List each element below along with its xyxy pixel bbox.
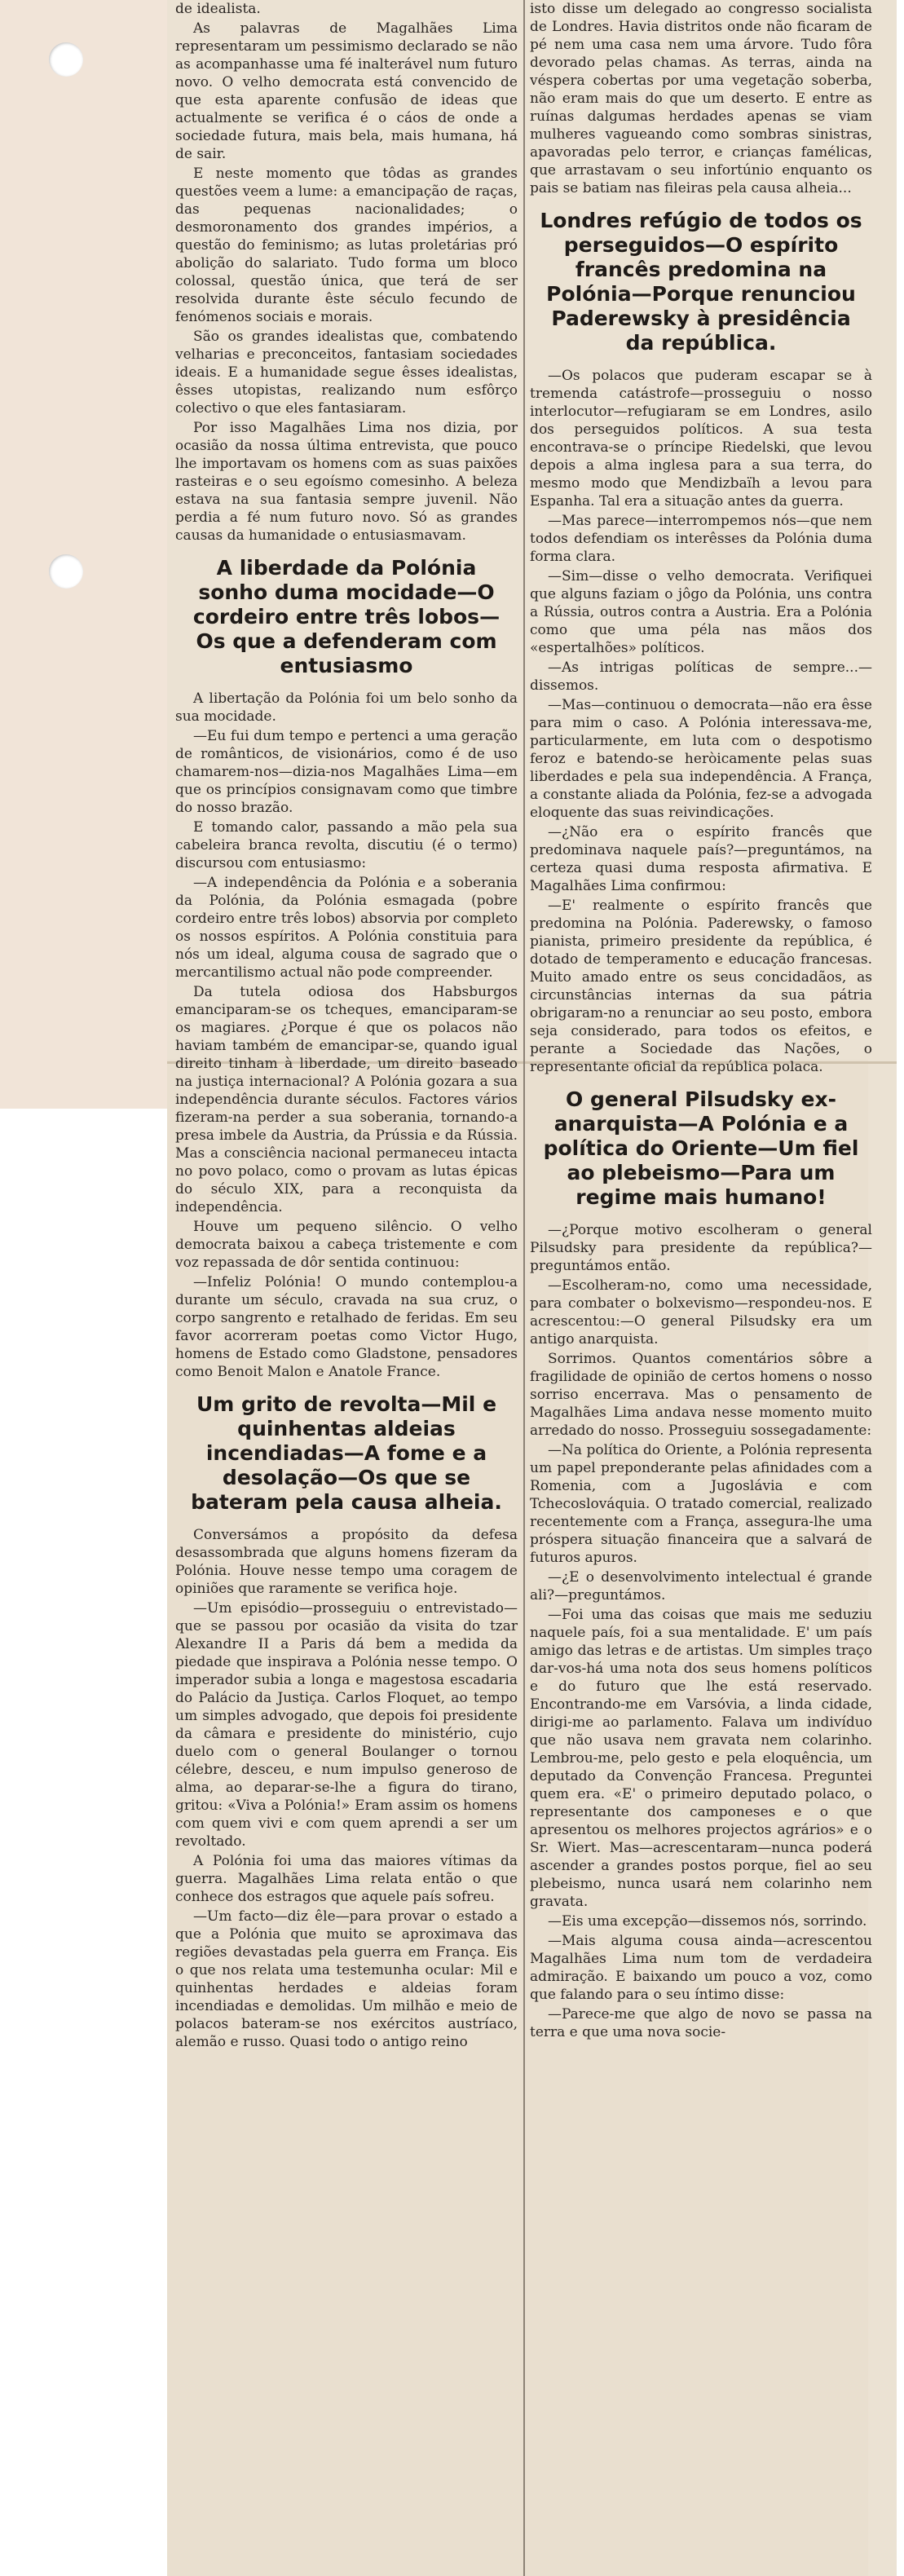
punch-hole-middle (49, 554, 83, 589)
paragraph: E neste momento que tôdas as grandes questões veem a lume: a emancipação de raças, das pequenas nacionalidades; o desmoronamento dos grandes impérios, a questão do feminismo; as lutas proletárias pró abolição do salariato. Tudo forma um bloco colossal, questão única, que terá de ser resolvida durante êste século fecundo de fenómenos sociais e morais. (175, 165, 518, 325)
article-column-right (530, 0, 872, 2576)
paragraph: E tomando calor, passando a mão pela sua cabeleira branca revolta, discutiu (é o termo) discursou com entusiasmo: (175, 819, 518, 871)
paragraph: Houve um pequeno silêncio. O velho democrata baixou a cabeça tristemente e com voz repassada de dôr sentida continuou: (175, 1219, 518, 1271)
paragraph: Conversámos a propósito da defesa desassombrada que alguns homens fizeram da Polónia. Houve nesse tempo uma coragem de opiniões que raramente se verifica hoje. (175, 1527, 518, 1597)
paragraph: São os grandes idealistas que, combatendo velharias e preconceitos, fantasiam sociedades ideais. E a humanidade segue êsses idealistas, êsses utopistas, realizando num esfôrço colectivo o que eles fantasiaram. (175, 329, 518, 417)
paragraph: —Infeliz Polónia! O mundo contemplou-a durante um século, cravada na sua cruz, o corpo sangrento e retalhado de feridas. Em seu favor acorreram poetas como Victor Hugo, homens de Estado como Gladstone, pensadores como Benoit Malon e Anatole France. (175, 1274, 518, 1380)
section-heading-london-refuge: Londres refúgio de todos os perseguidos—O espírito francês predomina na Polónia—Porque renunciou Paderewsky à presidência da república. (540, 209, 862, 355)
paragraph: —¿E o desenvolvimento intelectual é grande ali?—preguntámos. (530, 1569, 872, 1603)
paragraph: —Os polacos que puderam escapar se à tremenda catástrofe—prosseguiu o nosso interlocutor—refugiaram se em Londres, asilo dos perseguidos políticos. A sua testa encontrava-se o príncipe Riedelski, que levou depois a alma inglesa para a sua terra, do mesmo modo que Mendizbaïh a levou para Espanha. Tal era a situação antes da guerra. (530, 368, 872, 509)
paragraph: As palavras de Magalhães Lima representaram um pessimismo declarado se não as acompanhasse uma fé inalterável num futuro novo. O velho democrata está convencido de que esta aparente confusão de ideas que actualmente se verifica é o cáos de onde a sociedade futura, mais bela, mais humana, há de sair. (175, 20, 518, 162)
paragraph: —Um episódio—prosseguiu o entrevistado—que se passou por ocasião da visita do tzar Alexandre II a Paris dá bem a medida da piedade que inspirava a Polónia nesse tempo. O imperador subia a longa e magestosa escadaria do Palácio da Justiça. Carlos Floquet, ao tempo um simples advogado, que depois foi presidente da câmara e presidente do ministério, cujo duelo com o general Boulanger o tornou célebre, desceu, e num impulso generoso de alma, ao deparar-se-lhe a figura do tirano, gritou: «Viva a Polónia!» Eram assim os homens com quem vivi e com quem aprendi a ser um revoltado. (175, 1600, 518, 1850)
section-heading-pilsudsky: O general Pilsudsky ex-anarquista—A Polónia e a política do Oriente—Um fiel ao plebeismo—Para um regime mais humano! (543, 1087, 859, 1209)
paragraph: —E' realmente o espírito francês que predomina na Polónia. Paderewsky, o famoso pianista, primeiro presidente da república, é dotado de temperamento e educação francesas. Muito amado entre os seus concidadãos, as circunstâncias internas da sua pátria obrigaram-no a renunciar ao seu posto, embora seja considerado, para todos os efeitos, e perante a Sociedade das Nações, o representante oficial da república polaca. (530, 898, 872, 1075)
backing-board (0, 0, 167, 1109)
section-heading-cry-of-revolt: Um grito de revolta—Mil e quinhentas aldeias incendiadas—A fome e a desolação—Os que se bateram pela causa alheia. (191, 1392, 502, 1514)
paragraph: —Mas—continuou o democrata—não era êsse para mim o caso. A Polónia interessava-me, particularmente, em luta com o despotismo feroz e batendo-se heròicamente pelas suas liberdades e pela sua independência. A França, a constante aliada da Polónia, fez-se a advogada eloquente das suas reivindicações. (530, 697, 872, 821)
article-column-left (175, 0, 518, 2576)
paragraph: A libertação da Polónia foi um belo sonho da sua mocidade. (175, 690, 518, 725)
paragraph: —Foi uma das coisas que mais me seduziu naquele país, foi a sua mentalidade. E' um país amigo das letras e de artistas. Um simples traço dar-vos-há uma nota dos seus homens políticos e do futuro que lhe está reservado. Encontrando-me em Varsóvia, a linda cidade, dirigi-me ao parlamento. Falava um indivíduo que não usava nem gravata nem colarinho. Lembrou-me, pelo gesto e pela eloquência, um deputado da Convenção Francesa. Preguntei quem era. «E' o primeiro deputado polaco, o representante dos camponeses e o que apresentou os melhores projectos agrários» e o Sr. Wiert. Mas—acrescentaram—nunca poderá ascender a grandes postos porque, fiel ao seu plebeismo, nunca usará nem colarinho nem gravata. (530, 1607, 872, 1910)
paragraph: Sorrimos. Quantos comentários sôbre a fragilidade de opinião de certos homens o nosso sorriso encerrava. Mas o pensamento de Magalhães Lima andava nesse momento muito arredado do nosso. Prosseguiu sossegadamente: (530, 1351, 872, 1439)
paragraph: —¿Não era o espírito francês que predominava naquele país?—preguntámos, na certeza quasi duma resposta afirmativa. E Magalhães Lima confirmou: (530, 824, 872, 894)
column-rule (523, 0, 525, 2576)
paragraph: —A independência da Polónia e a soberania da Polónia, da Polónia esmagada (pobre cordeiro entre três lobos) absorvia por completo os nossos espíritos. A Polónia constituia para nós um ideal, alguma cousa de sagrado que o mercantilismo actual não pode compreender. (175, 875, 518, 981)
paragraph: —Mas parece—interrompemos nós—que nem todos defendiam os interêsses da Polónia duma forma clara. (530, 513, 872, 565)
paragraph: —Um facto—diz êle—para provar o estado a que a Polónia que muito se aproximava das regiões devastadas pela guerra em França. Eis o que nos relata uma testemunha ocular: Mil e quinhentas herdades e aldeias foram incendiadas e demolidas. Um milhão e meio de polacos bateram-se nos exércitos austríaco, alemão e russo. Quasi todo o antigo reino (175, 1908, 518, 2050)
paragraph: —Eu fui dum tempo e pertenci a uma geração de românticos, de visionários, como é de uso chamarem-nos—dizia-nos Magalhães Lima—em que os princípios consignavam como que timbre do nosso brazão. (175, 728, 518, 816)
paragraph: —As intrigas políticas de sempre...—dissemos. (530, 659, 872, 694)
paragraph: de idealista. (175, 1, 261, 17)
paragraph: isto disse um delegado ao congresso socialista de Londres. Havia distritos onde não ficaram de pé nem uma casa nem uma árvore. Tudo fôra devorado pelas chamas. As terras, ainda na véspera cobertas por uma vegetação soberba, não eram mais do que um deserto. E entre as ruínas dalgumas herdades apenas se viam mulheres vagueando como sombras sinistras, apavoradas pelo terror, e crianças famélicas, que arrastavam o seu infortúnio enquanto os pais se batiam nas fileiras pela causa alheia... (530, 1, 872, 196)
punch-hole-top (49, 42, 83, 77)
paragraph: —¿Porque motivo escolheram o general Pilsudsky para presidente da república?—preguntámos então. (530, 1222, 872, 1274)
paragraph: Por isso Magalhães Lima nos dizia, por ocasião da nossa última entrevista, que pouco lhe importavam os homens com as suas paixões rasteiras e o seu egoísmo comesinho. A beleza estava na sua fantasia sempre juvenil. Não perdia a fé num futuro novo. Só as grandes causas da humanidade o entusiasmavam. (175, 420, 518, 544)
paragraph: —Parece-me que algo de novo se passa na terra e que uma nova socie- (530, 2006, 872, 2040)
paragraph: —Na política do Oriente, a Polónia representa um papel preponderante pelas afinidades com a Romenia, com a Jugoslávia e com Tchecoslováquia. O tratado comercial, realizado recentemente com a França, assegura-lhe uma próspera situação financeira que a salvará de futuros apuros. (530, 1442, 872, 1566)
paragraph: —Escolheram-no, como uma necessidade, para combater o bolxevismo—respondeu-nos. E acrescentou:—O general Pilsudsky era um antigo anarquista. (530, 1277, 872, 1348)
paragraph: —Mais alguma cousa ainda—acrescentou Magalhães Lima num tom de verdadeira admiração. E baixando um pouco a voz, como que falando para o seu íntimo disse: (530, 1933, 872, 2003)
paragraph: Da tutela odiosa dos Habsburgos emanciparam-se os tcheques, emanciparam-se os magiares. ¿Porque é que os polacos não haviam também de emancipar-se, quando igual direito tinham à liberdade, um direito baseado na justiça internacional? A Polónia gozara a sua independência durante séculos. Factores vários fizeram-na perder a sua soberania, tornando-a presa imbele da Austria, da Prússia e da Rússia. Mas a consciência nacional permaneceu intacta no povo polaco, como o provam as lutas épicas do século XIX, para a reconquista da independência. (175, 984, 518, 1215)
paragraph: —Eis uma excepção—dissemos nós, sorrindo. (548, 1913, 867, 1930)
section-heading-poland-freedom: A liberdade da Polónia sonho duma mocidade—O cordeiro entre três lobos—Os que a defenderam com entusiasmo (192, 556, 501, 677)
paragraph: —Sim—disse o velho democrata. Verifiquei que alguns faziam o jôgo da Polónia, uns contra a Rússia, outros contra a Austria. Era a Polónia como que uma péla nas mãos dos «espertalhões» políticos. (530, 568, 872, 656)
paragraph: A Polónia foi uma das maiores vítimas da guerra. Magalhães Lima relata então o que conhece dos estragos que aquele país sofreu. (175, 1853, 518, 1905)
